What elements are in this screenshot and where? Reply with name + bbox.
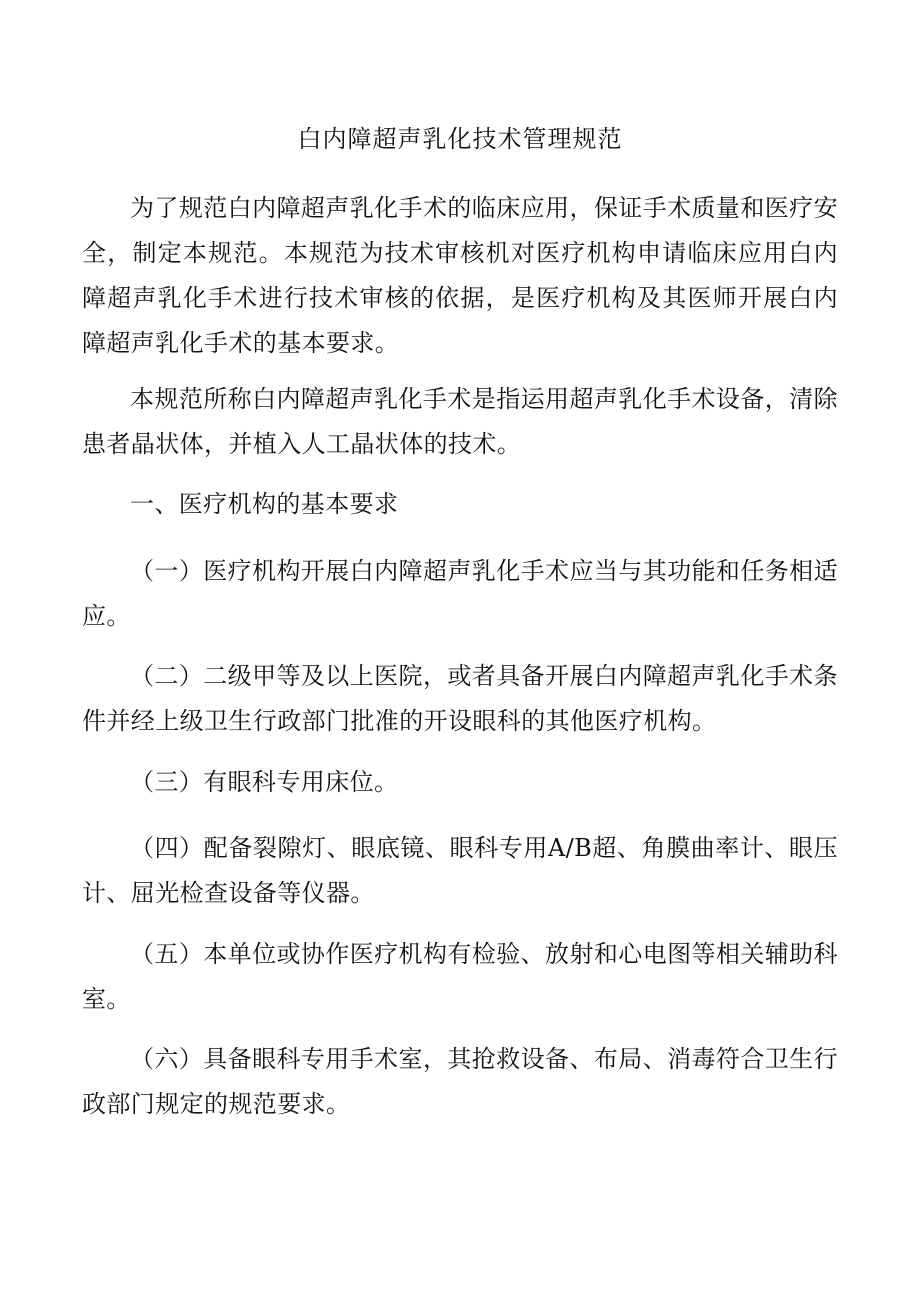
requirement-item-2: （二）二级甲等及以上医院，或者具备开展白内障超声乳化手术条件并经上级卫生行政部门批准的开设眼科的其他医疗机构。 [82, 662, 838, 735]
document-title: 白内障超声乳化技术管理规范 [297, 125, 623, 153]
paragraph-definition: 本规范所称白内障超声乳化手术是指运用超声乳化手术设备，清除患者晶状体，并植入人工晶状体的技术。 [82, 385, 838, 458]
requirement-item-3: （三）有眼科专用床位。 [130, 768, 399, 796]
section-heading-institution-requirements: 一、医疗机构的基本要求 [130, 490, 399, 518]
paragraph-intro: 为了规范白内障超声乳化手术的临床应用，保证手术质量和医疗安全，制定本规范。本规范为技术审核机对医疗机构申请临床应用白内障超声乳化手术进行技术审核的依据，是医疗机构及其医师开展白内障超声乳化手术的基本要求。 [82, 194, 838, 357]
requirement-item-5: （五）本单位或协作医疗机构有检验、放射和心电图等相关辅助科室。 [82, 940, 838, 1013]
requirement-item-1: （一）医疗机构开展白内障超声乳化手术应当与其功能和任务相适应。 [82, 557, 838, 630]
requirement-item-4: （四）配备裂隙灯、眼底镜、眼科专用A/B超、角膜曲率计、眼压计、屈光检查设备等仪器。 [82, 834, 838, 907]
requirement-item-6: （六）具备眼科专用手术室，其抢救设备、布局、消毒符合卫生行政部门规定的规范要求。 [82, 1045, 838, 1118]
